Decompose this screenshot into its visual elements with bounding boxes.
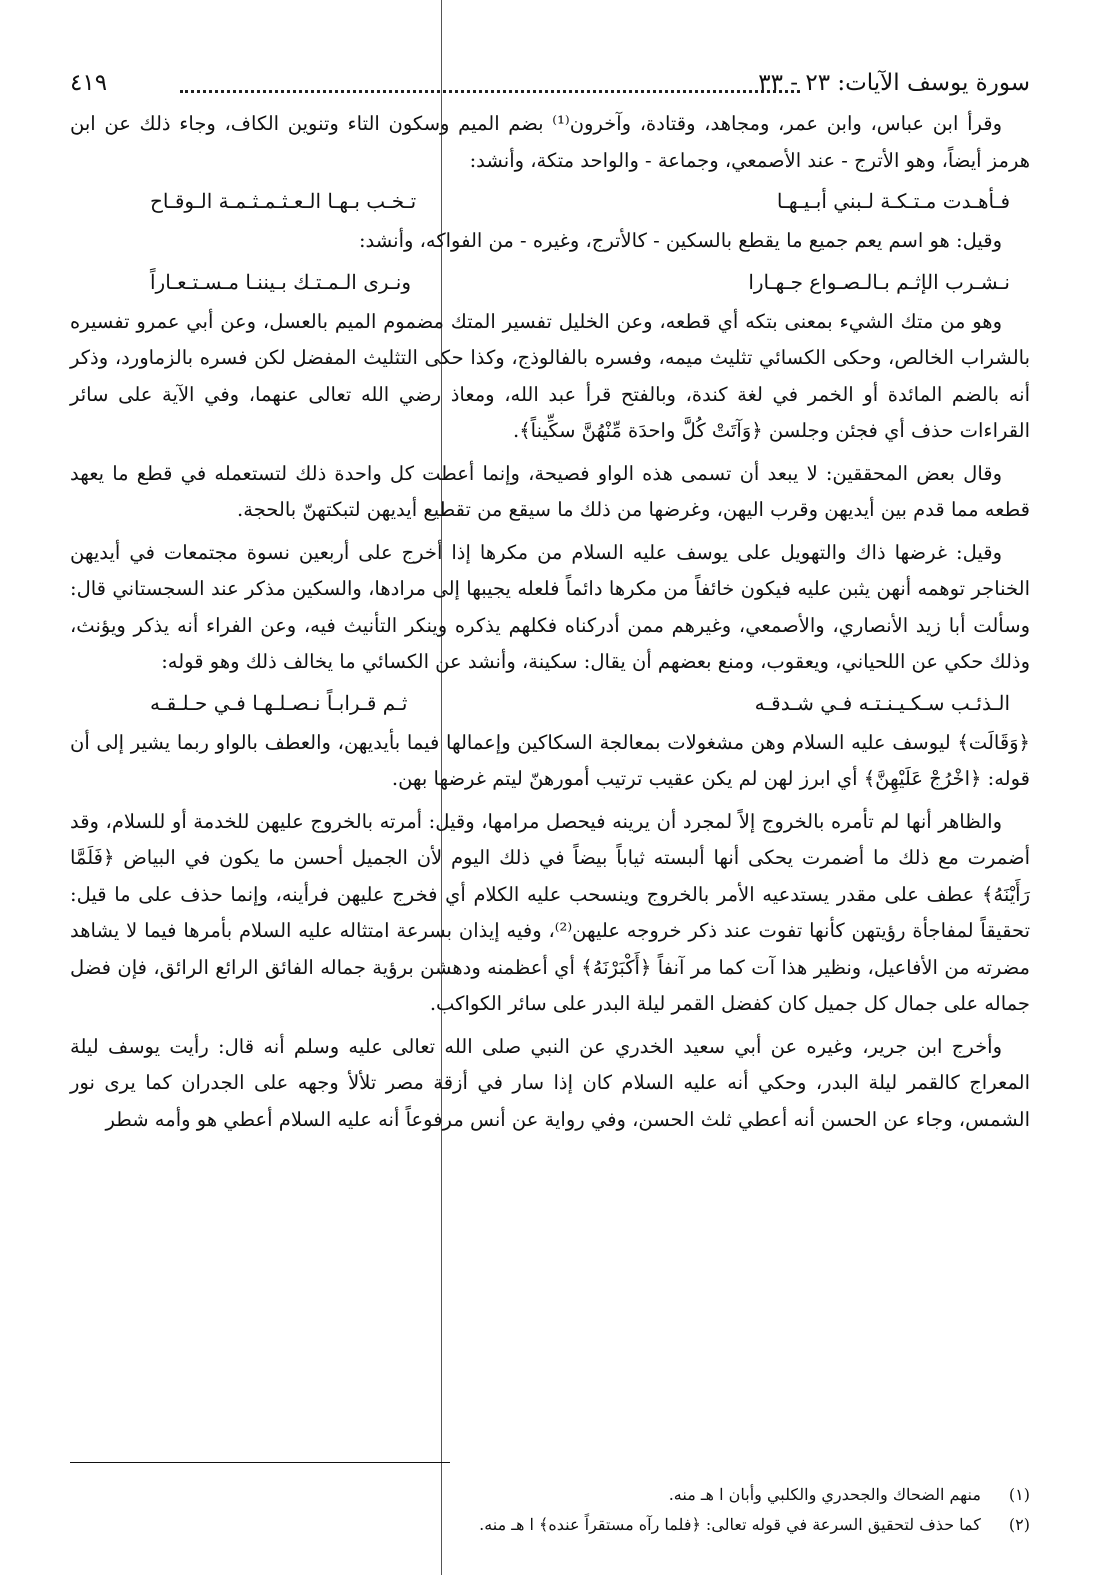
- verse-2-second-hemistich: ونـرى الـمـتـك بـيننـا مـسـتـعـاراً: [150, 269, 411, 294]
- paragraph-1: وقرأ ابن عباس، وابن عمر، ومجاهد، وقتادة، وآخرون⁽¹⁾ بضم الميم وسكون التاء وتنوين الكاف، وجاء ذلك عن ابن هرمز أيضاً، وهو الأترج - عند الأصمعي، وجماعة - والواحد متكة، وأنشد:: [70, 112, 1030, 172]
- paragraph-8: وأخرج ابن جرير، وغيره عن أبي سعيد الخدري عن النبي صلى الله تعالى عليه وسلم أنه قال: رأيت يوسف ليلة المعراج كالقمر ليلة البدر، وحكي أنه عليه السلام كان إذا سار في أزقة مصر تلألأ وجهه على الجدران كما يرى نور الشمس، وجاء عن الحسن أنه أعطي ثلث الحسن، وفي رواية عن أنس مرفوعاً أنه عليه السلام أعطي هو وأمه شطر: [70, 1034, 1030, 1131]
- verse-2: [70, 260, 1030, 304]
- verse-3-second-hemistich: ثـم قـرابـاً نـصـلـهـا فـي حـلـقـه: [150, 690, 408, 715]
- footnote-2-number: (٢): [1008, 1515, 1030, 1534]
- verse-2-first-hemistich: نـشـرب الإثـم بـالـصـواع جـهـارا: [748, 269, 1010, 294]
- verse-3-first-hemistich: الـذئـب سـكـيـنـتـه فـي شـدقـه: [754, 690, 1010, 715]
- header-dotted-leader: [180, 90, 800, 93]
- footnote-separator: [70, 1462, 450, 1463]
- footnote-1: [70, 1480, 1030, 1510]
- paragraph-5: وقيل: غرضها ذاك والتهويل على يوسف عليه السلام من مكرها إذا أخرج على أربعين نسوة مجتمعات في أيديهن الخناجر توهمه أنهن يثبن عليه فيكون خائفاً من مكرها دائماً فلعله يجيبها إلى مرادها، والسكين مذكر عند السجستاني قال: وسألت أبا زيد الأنصاري، والأصمعي، وغيرهم ممن أدركناه فكلهم يذكره وينكر التأنيث فيه، وعن الفراء أنه يذكر ويؤنث، وذلك حكي عن اللحياني، ويعقوب، ومنع بعضهم أن يقال: سكينة، وأنشد عن الكسائي ما يخالف ذلك وهو قوله:: [70, 540, 1030, 673]
- running-header: [70, 60, 1030, 106]
- footnotes: [70, 1480, 1030, 1540]
- paragraph-2: وقيل: هو اسم يعم جميع ما يقطع بالسكين - كالأترج، وغيره - من الفواكه، وأنشد:: [358, 229, 1002, 252]
- verse-3: [70, 681, 1030, 725]
- paragraph-4: وقال بعض المحققين: لا يبعد أن تسمى هذه الواو فصيحة، وإنما أعطت كل واحدة ذلك لتستعمله في قطع ما يعهد قطعه مما قدم بين أيديهن وقرب اليهن، وغرضها من ذلك ما سيقع من تقطيع أيديهن لتبكتهنّ بالحجة.: [70, 461, 1030, 521]
- verse-1-second-hemistich: تـخـب بـهـا الـعـثـمـثـمـة الـوقـاح: [150, 189, 417, 213]
- footnote-1-number: (١): [1008, 1485, 1030, 1504]
- verse-1: [70, 179, 1030, 223]
- paragraph-7: والظاهر أنها لم تأمره بالخروج إلاً لمجرد أن يرينه فيحصل مرامها، وقيل: أمرته بالخروج عليهن للخدمة أو للسلام، وقد أضمرت مع ذلك ما أضمرت يحكى أنها ألبسته ثياباً بيضاً في ذلك اليوم لأن الجميل أحسن ما يكون في البياض ﴿فَلَمَّا رَأَيْنَهُ﴾ عطف على مقدر يستدعيه الأمر بالخروج وينسحب عليه الكلام أي فخرج عليهن فرأينه، وإنما حذف على ما قيل: تحقيقاً لمفاجأة رؤيتهن كأنها تفوت عند ذكر خروجه عليهن⁽²⁾، وفيه إيذان بسرعة امتثاله عليه السلام بأمرها فيما لا يشاهد مضرته من الأفاعيل، ونظير هذا آت كما مر آنفاً ﴿أَكْبَرْنَهُ﴾ أي أعظمنه ودهشن برؤية جماله الفائق الرائع الرائق، فإن فضل جماله على جمال كل جميل كان كفضل القمر ليلة البدر على سائر الكواكب.: [70, 809, 1030, 1015]
- page-number: ٤١٩: [70, 70, 108, 96]
- paragraph-3: وهو من متك الشيء بمعنى بتكه أي قطعه، وعن الخليل تفسير المتك مضموم الميم بالعسل، وعن أبي عمرو تفسيره بالشراب الخالص، وحكى الكسائي تثليث ميمه، وفسره بالفالوذج، وكذا حكى التثليث المفضل لكن فسره بالزماورد، وذكر أنه بالضم المائدة أو الخمر في لغة كندة، وبالفتح قرأ عبد الله، ومعاذ رضي الله تعالى عنهما، وفي الآية على سائر القراءات حذف أي فجئن وجلسن ﴿وَآتَتْ كُلَّ واحدَة مِّنْهُنَّ سكِّيناً﴾.: [70, 309, 1030, 442]
- footnote-2-text: كما حذف لتحقيق السرعة في قوله تعالى: ﴿فلما رآه مستقراً عنده﴾ ا هـ منه.: [479, 1515, 981, 1534]
- book-page: [70, 60, 1030, 1534]
- header-title: سورة يوسف الآيات: ٢٣ - ٣٣: [758, 70, 1030, 96]
- verse-1-first-hemistich: فـأهـدت مـتـكـة لـبني أبـيـهـا: [776, 189, 1010, 213]
- paragraph-6: ﴿وَقَالَت﴾ ليوسف عليه السلام وهن مشغولات بمعالجة السكاكين وإعمالها فيما بأيديهن، والعطف بالواو ربما يشير إلى أن قوله: ﴿اخْرُجْ عَلَيْهِنَّ﴾ أي ابرز لهن لم يكن عقيب ترتيب أمورهنّ ليتم غرضها بهن.: [70, 730, 1030, 790]
- footnote-1-text: منهم الضحاك والجحدري والكلبي وأبان ا هـ منه.: [668, 1485, 981, 1504]
- footnote-2: [70, 1510, 1030, 1540]
